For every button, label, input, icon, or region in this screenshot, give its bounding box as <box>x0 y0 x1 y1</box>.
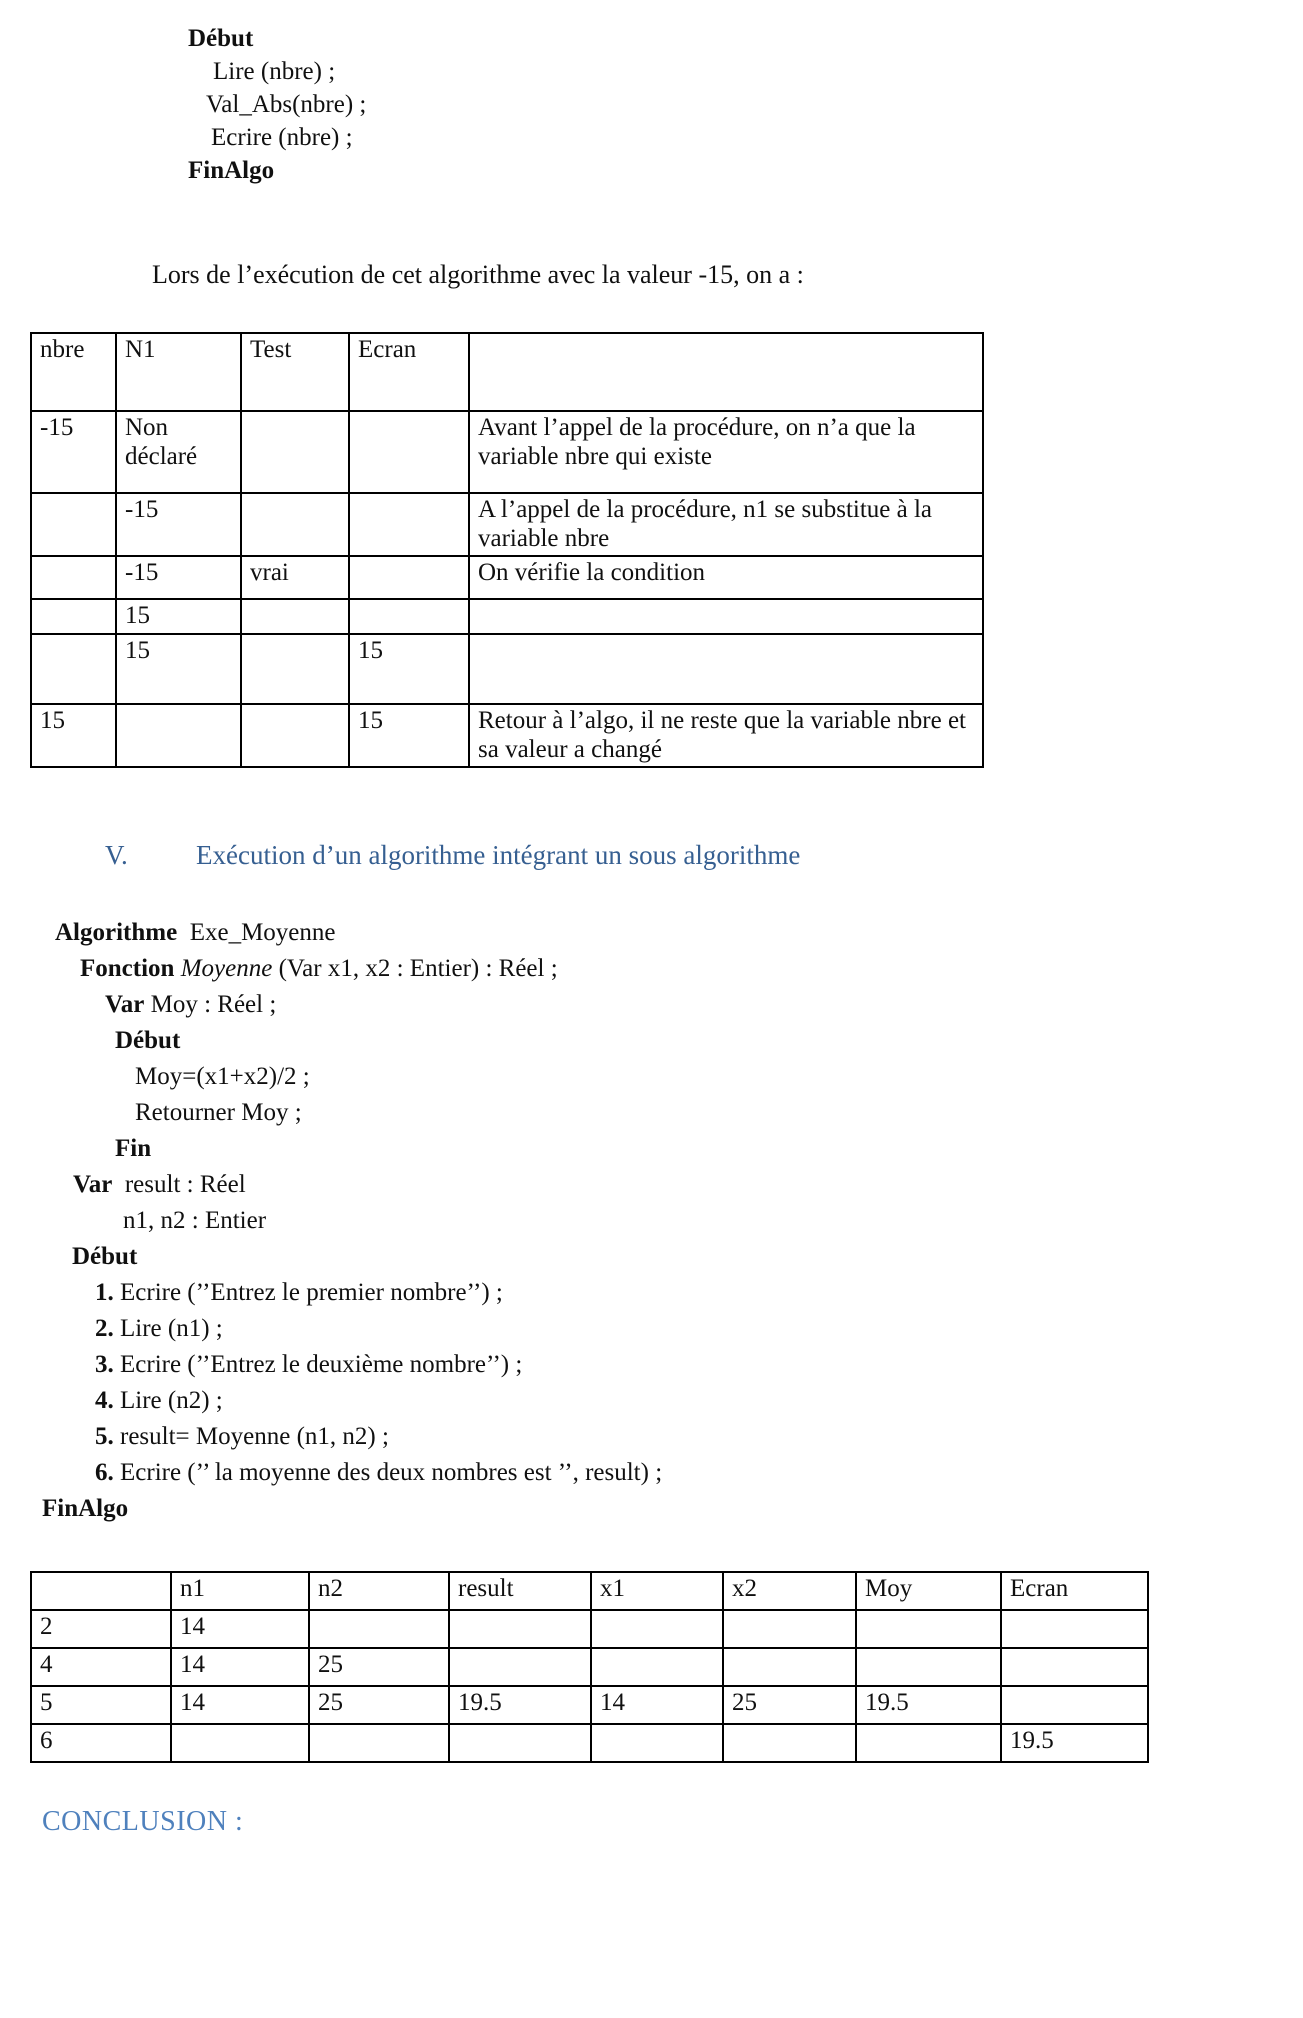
table-cell: 25 <box>309 1686 449 1724</box>
code-segment: Algorithme <box>55 919 178 946</box>
section-numeral: V. <box>105 840 128 870</box>
code-segment: Lire (n2) ; <box>113 1387 223 1414</box>
table-cell <box>241 493 349 556</box>
header-cell: N1 <box>116 333 241 411</box>
code-segment: Début <box>72 1243 138 1270</box>
code-segment: result= Moyenne (n1, n2) ; <box>113 1423 389 1450</box>
code-line <box>42 1167 662 1203</box>
code-segment: Ecrire (’’ la moyenne des deux nombres est ’’, result) ; <box>113 1459 663 1486</box>
code-segment: FinAlgo <box>42 1495 129 1522</box>
header-cell <box>31 1572 171 1610</box>
table-cell <box>856 1724 1001 1762</box>
table-cell <box>449 1610 591 1648</box>
table-cell: 5 <box>31 1686 171 1724</box>
table-cell <box>591 1648 723 1686</box>
table-cell: 15 <box>116 599 241 634</box>
code-segment: Retourner Moy ; <box>135 1099 302 1126</box>
code-line <box>42 1239 662 1275</box>
code-line <box>42 1383 662 1419</box>
code-segment: Lire (nbre) ; <box>213 58 336 85</box>
header-cell <box>469 333 983 411</box>
table-cell <box>309 1610 449 1648</box>
table-cell: 6 <box>31 1724 171 1762</box>
table-row <box>31 1648 1148 1686</box>
code-segment: Ecrire (nbre) ; <box>211 124 353 151</box>
table-cell: 19.5 <box>1001 1724 1148 1762</box>
code-segment: Ecrire (’’Entrez le premier nombre’’) ; <box>113 1279 503 1306</box>
table-cell <box>31 634 116 704</box>
code-segment: Moy=(x1+x2)/2 ; <box>135 1063 310 1090</box>
table-cell <box>241 411 349 493</box>
header-cell: Moy <box>856 1572 1001 1610</box>
table-cell <box>31 556 116 599</box>
conclusion-label: CONCLUSION : <box>42 1806 244 1837</box>
table-cell <box>116 704 241 767</box>
code-segment: Fin <box>115 1135 152 1162</box>
table-cell <box>449 1724 591 1762</box>
code-segment: 3. <box>95 1351 114 1378</box>
table-cell: 14 <box>171 1686 309 1724</box>
code-segment: 5. <box>95 1423 114 1450</box>
code-segment: Exe_Moyenne <box>177 919 336 946</box>
code-segment: Var <box>105 991 145 1018</box>
table-cell: -15 <box>31 411 116 493</box>
header-cell: x2 <box>723 1572 856 1610</box>
table-cell: Avant l’appel de la procédure, on n’a que la variable nbre qui existe <box>469 411 983 493</box>
table-header-row <box>31 1572 1148 1610</box>
table-cell <box>449 1648 591 1686</box>
procedure-code-block <box>188 22 366 187</box>
table-header-row <box>31 333 983 411</box>
table-cell: 25 <box>723 1686 856 1724</box>
table-cell: Non déclaré <box>116 411 241 493</box>
header-cell: Ecran <box>1001 1572 1148 1610</box>
code-line <box>42 1095 662 1131</box>
code-line <box>42 1059 662 1095</box>
header-cell: result <box>449 1572 591 1610</box>
table-row <box>31 1686 1148 1724</box>
table-cell <box>241 599 349 634</box>
code-line <box>42 1491 662 1527</box>
table-cell <box>349 599 469 634</box>
header-cell: n1 <box>171 1572 309 1610</box>
table-cell: On vérifie la condition <box>469 556 983 599</box>
section-title: Exécution d’un algorithme intégrant un sous algorithme <box>196 840 801 870</box>
table-cell <box>349 411 469 493</box>
code-segment: FinAlgo <box>188 157 275 184</box>
table-cell: -15 <box>116 493 241 556</box>
code-segment: Fonction <box>80 955 181 982</box>
trace-table-procedure <box>30 332 984 768</box>
table-cell <box>31 599 116 634</box>
table-cell <box>349 556 469 599</box>
table-cell: 4 <box>31 1648 171 1686</box>
code-segment: Val_Abs(nbre) ; <box>206 91 367 118</box>
code-line <box>42 1419 662 1455</box>
table-row <box>31 599 983 634</box>
code-segment: 6. <box>95 1459 114 1486</box>
table-cell: A l’appel de la procédure, n1 se substitue à la variable nbre <box>469 493 983 556</box>
code-segment: n1, n2 : Entier <box>123 1207 267 1234</box>
code-segment: (Var x1, x2 : Entier) : Réel ; <box>272 955 558 982</box>
code-line <box>188 55 366 88</box>
table-cell <box>309 1724 449 1762</box>
table-row <box>31 1724 1148 1762</box>
table-cell <box>723 1724 856 1762</box>
table-cell: Retour à l’algo, il ne reste que la variable nbre et sa valeur a changé <box>469 704 983 767</box>
table-cell: 14 <box>171 1610 309 1648</box>
header-cell: Ecran <box>349 333 469 411</box>
table-cell <box>469 634 983 704</box>
table-cell: 15 <box>31 704 116 767</box>
code-line <box>42 1311 662 1347</box>
table-cell <box>241 704 349 767</box>
section-heading <box>105 840 800 871</box>
table-row <box>31 493 983 556</box>
code-line <box>42 951 662 987</box>
table-cell <box>171 1724 309 1762</box>
code-segment: 1. <box>95 1279 114 1306</box>
code-line <box>42 1275 662 1311</box>
table-cell <box>1001 1610 1148 1648</box>
table-row <box>31 556 983 599</box>
table-cell <box>1001 1648 1148 1686</box>
code-segment: result : Réel <box>112 1171 246 1198</box>
code-segment: Moy : Réel ; <box>144 991 277 1018</box>
table-cell: vrai <box>241 556 349 599</box>
code-line <box>188 121 366 154</box>
table-cell: 15 <box>349 634 469 704</box>
algorithm-code-block <box>42 915 662 1527</box>
table-row <box>31 411 983 493</box>
code-line <box>42 1455 662 1491</box>
code-line <box>42 1023 662 1059</box>
code-line <box>42 1131 662 1167</box>
code-segment: Début <box>115 1027 181 1054</box>
table-cell: 25 <box>309 1648 449 1686</box>
table-row <box>31 1610 1148 1648</box>
table-cell <box>856 1648 1001 1686</box>
code-segment: Var <box>73 1171 113 1198</box>
table-cell: 19.5 <box>449 1686 591 1724</box>
intro-sentence: Lors de l’exécution de cet algorithme avec la valeur -15, on a : <box>152 260 804 289</box>
code-segment: 2. <box>95 1315 114 1342</box>
table-cell <box>469 599 983 634</box>
table-cell: 15 <box>349 704 469 767</box>
code-segment: 4. <box>95 1387 114 1414</box>
header-cell: nbre <box>31 333 116 411</box>
table-cell <box>349 493 469 556</box>
table-cell <box>723 1610 856 1648</box>
code-segment: Moyenne <box>180 955 273 982</box>
code-line <box>188 88 366 121</box>
code-line <box>42 1347 662 1383</box>
code-segment: Lire (n1) ; <box>113 1315 223 1342</box>
code-line <box>42 915 662 951</box>
table-cell: 19.5 <box>856 1686 1001 1724</box>
code-segment: Début <box>188 25 254 52</box>
code-segment: Ecrire (’’Entrez le deuxième nombre’’) ; <box>113 1351 523 1378</box>
table-cell: -15 <box>116 556 241 599</box>
code-line <box>42 987 662 1023</box>
table-cell <box>31 493 116 556</box>
trace-table-function <box>30 1571 1149 1763</box>
table-cell <box>723 1648 856 1686</box>
table-cell: 14 <box>171 1648 309 1686</box>
header-cell: x1 <box>591 1572 723 1610</box>
code-line <box>188 22 366 55</box>
header-cell: n2 <box>309 1572 449 1610</box>
table-cell <box>591 1724 723 1762</box>
table-cell <box>591 1610 723 1648</box>
table-row <box>31 704 983 767</box>
code-line <box>188 154 366 187</box>
table-cell: 14 <box>591 1686 723 1724</box>
table-cell <box>856 1610 1001 1648</box>
header-cell: Test <box>241 333 349 411</box>
table-cell <box>241 634 349 704</box>
table-cell: 2 <box>31 1610 171 1648</box>
code-line <box>42 1203 662 1239</box>
table-row <box>31 634 983 704</box>
table-cell: 15 <box>116 634 241 704</box>
table-cell <box>1001 1686 1148 1724</box>
